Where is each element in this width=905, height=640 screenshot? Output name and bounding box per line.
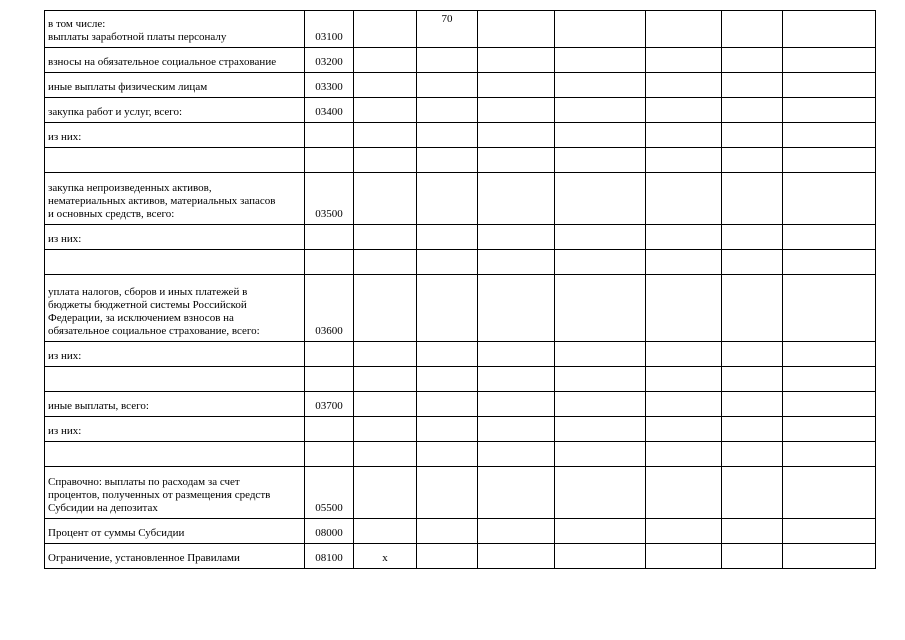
column-6-cell [555,367,646,392]
column-5-cell [478,519,555,544]
column-4-cell [417,250,478,275]
column-5-cell [478,48,555,73]
table-row [45,173,876,225]
column-3-cell [354,173,417,225]
row-code [305,250,354,275]
table-row [45,544,876,569]
row-label [45,250,305,275]
column-4-cell [417,392,478,417]
row-code: 03700 [305,392,354,417]
row-code: 08100 [305,544,354,569]
column-7-cell [646,442,722,467]
column-5-cell [478,123,555,148]
table-row [45,73,876,98]
column-6-cell [555,442,646,467]
column-6-cell [555,519,646,544]
column-6-cell [555,417,646,442]
row-label [45,367,305,392]
column-8-cell [722,392,783,417]
column-7-cell [646,544,722,569]
column-8-cell [722,275,783,342]
column-4-cell [417,544,478,569]
column-4-cell [417,442,478,467]
row-label: закупка работ и услуг, всего: [45,98,305,123]
column-7-cell [646,48,722,73]
row-label: уплата налогов, сборов и иных платежей в бюджеты бюджетной системы Российской Федерации, за исключением взносов на обязательное социальное страхование, всего: [45,275,305,342]
column-4-cell [417,148,478,173]
table-row [45,417,876,442]
column-5-cell [478,11,555,48]
row-label: из них: [45,225,305,250]
row-code [305,148,354,173]
column-8-cell [722,342,783,367]
row-label [45,442,305,467]
column-9-cell [783,367,876,392]
column-6-cell [555,11,646,48]
row-code [305,123,354,148]
row-code [305,367,354,392]
column-7-cell [646,123,722,148]
row-code [305,417,354,442]
column-9-cell [783,275,876,342]
column-8-cell [722,123,783,148]
column-9-cell [783,11,876,48]
row-code: 03300 [305,73,354,98]
column-8-cell [722,148,783,173]
column-6-cell [555,275,646,342]
row-label: Справочно: выплаты по расходам за счет процентов, полученных от размещения средств Субсидии на депозитах [45,467,305,519]
column-8-cell [722,48,783,73]
column-4-cell [417,225,478,250]
column-5-cell [478,225,555,250]
column-9-cell [783,544,876,569]
column-6-cell [555,48,646,73]
column-3-cell [354,48,417,73]
column-3-cell [354,250,417,275]
table-row [45,11,876,48]
row-label [45,148,305,173]
column-8-cell [722,173,783,225]
column-3-cell [354,417,417,442]
column-4-cell [417,367,478,392]
column-6-cell [555,98,646,123]
column-7-cell [646,98,722,123]
table-row [45,392,876,417]
column-3-cell [354,225,417,250]
column-9-cell [783,442,876,467]
column-7-cell [646,225,722,250]
column-9-cell [783,519,876,544]
column-5-cell [478,544,555,569]
column-4-cell [417,173,478,225]
table-row [45,225,876,250]
column-9-cell [783,148,876,173]
column-9-cell [783,417,876,442]
column-7-cell [646,392,722,417]
column-6-cell [555,73,646,98]
table-row [45,148,876,173]
column-6-cell [555,467,646,519]
column-8-cell [722,367,783,392]
column-8-cell [722,250,783,275]
column-7-cell [646,148,722,173]
column-3-cell [354,123,417,148]
column-3-cell [354,73,417,98]
column-5-cell [478,467,555,519]
column-7-cell [646,275,722,342]
table-row [45,275,876,342]
column-9-cell [783,392,876,417]
table-row [45,98,876,123]
column-3-cell [354,467,417,519]
table-row [45,123,876,148]
column-7-cell [646,467,722,519]
row-code: 03200 [305,48,354,73]
row-code: 03100 [305,11,354,48]
column-4-cell: 70 [417,11,478,48]
column-8-cell [722,225,783,250]
column-7-cell [646,11,722,48]
row-label: закупка непроизведенных активов, нематериальных активов, материальных запасов и основных средств, всего: [45,173,305,225]
column-4-cell [417,48,478,73]
row-label: Процент от суммы Субсидии [45,519,305,544]
table-row [45,342,876,367]
column-3-cell: х [354,544,417,569]
column-5-cell [478,367,555,392]
column-5-cell [478,250,555,275]
column-5-cell [478,148,555,173]
column-5-cell [478,173,555,225]
column-5-cell [478,417,555,442]
column-6-cell [555,342,646,367]
report-table [44,10,876,569]
column-4-cell [417,73,478,98]
column-6-cell [555,225,646,250]
column-9-cell [783,48,876,73]
column-4-cell [417,467,478,519]
column-9-cell [783,173,876,225]
column-6-cell [555,173,646,225]
report-table-body [45,11,876,569]
column-4-cell [417,123,478,148]
table-row [45,519,876,544]
column-7-cell [646,367,722,392]
table-row [45,250,876,275]
column-3-cell [354,342,417,367]
column-4-cell [417,342,478,367]
row-label: иные выплаты физическим лицам [45,73,305,98]
row-code [305,225,354,250]
row-code: 05500 [305,467,354,519]
table-row [45,467,876,519]
table-row [45,367,876,392]
column-3-cell [354,98,417,123]
column-7-cell [646,73,722,98]
column-5-cell [478,442,555,467]
column-9-cell [783,342,876,367]
row-label: из них: [45,342,305,367]
row-code: 03600 [305,275,354,342]
row-code: 03400 [305,98,354,123]
row-code [305,442,354,467]
row-code [305,342,354,367]
column-5-cell [478,342,555,367]
column-6-cell [555,148,646,173]
row-label: взносы на обязательное социальное страхование [45,48,305,73]
row-label: Ограничение, установленное Правилами [45,544,305,569]
column-3-cell [354,148,417,173]
column-3-cell [354,392,417,417]
column-6-cell [555,123,646,148]
column-7-cell [646,173,722,225]
row-code: 08000 [305,519,354,544]
column-8-cell [722,98,783,123]
row-code: 03500 [305,173,354,225]
column-3-cell [354,442,417,467]
column-7-cell [646,417,722,442]
column-9-cell [783,98,876,123]
column-6-cell [555,544,646,569]
column-4-cell [417,98,478,123]
row-label: из них: [45,123,305,148]
column-3-cell [354,275,417,342]
column-5-cell [478,98,555,123]
column-8-cell [722,442,783,467]
column-4-cell [417,519,478,544]
row-label: из них: [45,417,305,442]
column-4-cell [417,275,478,342]
column-3-cell [354,367,417,392]
row-label: в том числе: выплаты заработной платы персоналу [45,11,305,48]
column-7-cell [646,342,722,367]
column-8-cell [722,73,783,98]
column-5-cell [478,73,555,98]
column-9-cell [783,73,876,98]
column-9-cell [783,225,876,250]
column-5-cell [478,392,555,417]
column-7-cell [646,519,722,544]
column-9-cell [783,467,876,519]
row-label: иные выплаты, всего: [45,392,305,417]
column-8-cell [722,417,783,442]
column-7-cell [646,250,722,275]
column-8-cell [722,467,783,519]
table-row [45,48,876,73]
column-8-cell [722,11,783,48]
column-6-cell [555,392,646,417]
column-8-cell [722,519,783,544]
column-4-cell [417,417,478,442]
column-3-cell [354,519,417,544]
column-9-cell [783,123,876,148]
column-3-cell [354,11,417,48]
column-6-cell [555,250,646,275]
column-5-cell [478,275,555,342]
column-8-cell [722,544,783,569]
table-row [45,442,876,467]
column-9-cell [783,250,876,275]
